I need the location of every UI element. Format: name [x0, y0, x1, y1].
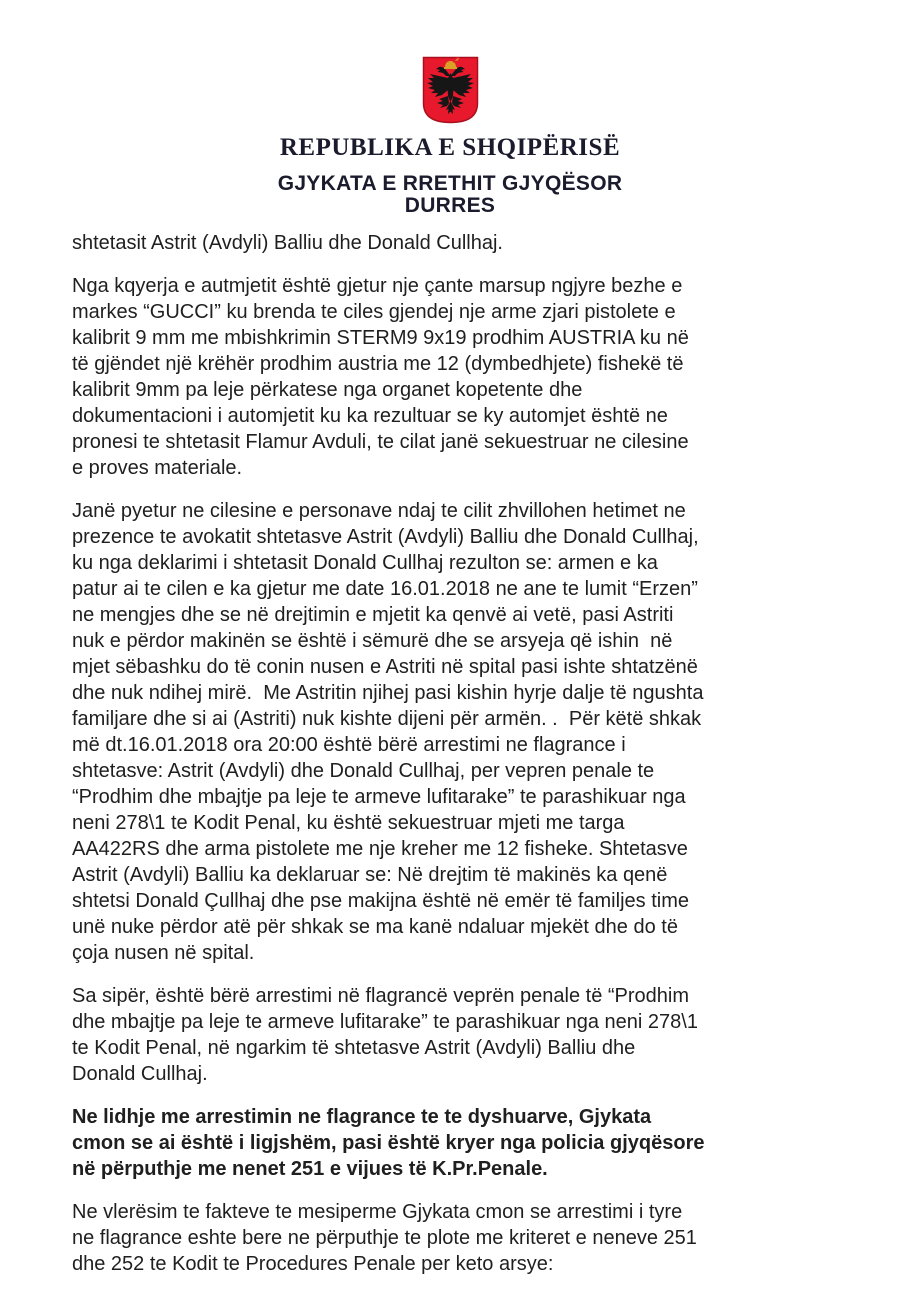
text-line: te Kodit Penal, në ngarkim të shtetasve Astrit (Avdyli) Balliu dhe	[72, 1037, 636, 1059]
text-line: nuk e përdor makinën se është i sëmurë dhe se arsyeja që ishin në	[72, 630, 673, 652]
text-line: e proves materiale.	[72, 457, 243, 479]
text-line: ku nga deklarimi i shtetasit Donald Cullhaj rezulton se: armen e ka	[72, 552, 658, 574]
text-line: familjare dhe si ai (Astriti) nuk kishte dijeni për armën. . Për këtë shkak	[72, 708, 702, 730]
text-line: “Prodhim dhe mbajtje pa leje te armeve lufitarake” te parashikuar nga	[72, 786, 686, 808]
text-line: dhe nuk ndihej mirë. Me Astritin njihej pasi kishin hyrje dalje të ngushta	[72, 682, 704, 704]
text-line: shtetsi Donald Çullhaj dhe pse makijna është në emër të familjes time	[72, 890, 689, 912]
court-name: GJYKATA E RRETHIT GJYQËSOR	[277, 172, 623, 195]
republic-title: REPUBLIKA E SHQIPËRISË	[279, 134, 621, 161]
text-line: Donald Cullhaj.	[72, 1063, 208, 1085]
text-line: Astrit (Avdyli) Balliu ka deklaruar se: Në drejtim të makinës ka qenë	[72, 864, 668, 886]
text-line: dhe 252 te Kodit te Procedures Penale per keto arsye:	[72, 1253, 554, 1275]
text-line: kalibrit 9mm pa leje përkatese nga organet kopetente dhe	[72, 379, 583, 401]
paragraph	[72, 230, 844, 256]
text-line: neni 278\1 te Kodit Penal, ku është sekuestruar mjeti me targa	[72, 812, 625, 834]
paragraph	[72, 1199, 844, 1277]
paragraph-bold	[72, 1104, 844, 1182]
text-line: patur ai te cilen e ka gjetur me date 16.01.2018 ne ane te lumit “Erzen”	[72, 578, 698, 600]
text-line: më dt.16.01.2018 ora 20:00 është bërë arrestimi ne flagrance i	[72, 734, 626, 756]
text-line: shtetasve: Astrit (Avdyli) dhe Donald Cullhaj, per vepren penale te	[72, 760, 655, 782]
text-line: mjet sëbashku do të conin nusen e Astriti në spital pasi ishte shtatzënë	[72, 656, 698, 678]
text-line: markes “GUCCI” ku brenda te ciles gjendej nje arme zjari pistolete e	[72, 301, 676, 323]
text-line: Sa sipër, është bërë arrestimi në flagrancë veprën penale të “Prodhim	[72, 985, 690, 1007]
court-title-block	[0, 173, 900, 217]
emblem-container	[0, 0, 900, 129]
text-line: dhe mbajtje pa leje te armeve lufitarake” te parashikuar nga neni 278\1	[72, 1011, 698, 1033]
text-line: unë nuke përdor atë për shkak se ma kanë ndaluar mjekët dhe do të	[72, 916, 678, 938]
text-line: Ne lidhje me arrestimin ne flagrance te te dyshuarve, Gjykata	[72, 1106, 652, 1128]
text-line: AA422RS dhe arma pistolete me nje kreher me 12 fisheke. Shtetasve	[72, 838, 688, 860]
court-city: DURRES	[404, 194, 496, 217]
text-line: Nga kqyerja e autmjetit është gjetur nje çante marsup ngjyre bezhe e	[72, 275, 683, 297]
paragraph	[72, 498, 844, 966]
text-line: në përputhje me nenet 251 e vijues të K.Pr.Penale.	[72, 1158, 548, 1180]
paragraph	[72, 983, 844, 1087]
text-line: cmon se ai është i ligjshëm, pasi është kryer nga policia gjyqësore	[72, 1132, 705, 1154]
text-line: dokumentacioni i automjetit ku ka rezultuar se ky automjet është ne	[72, 405, 668, 427]
text-line: Ne vlerësim te fakteve te mesiperme Gjykata cmon se arrestimi i tyre	[72, 1201, 683, 1223]
text-line: pronesi te shtetasit Flamur Avduli, te cilat janë sekuestruar ne cilesine	[72, 431, 689, 453]
document-body	[0, 230, 900, 1277]
text-line: ne mengjes dhe se në drejtimin e mjetit ka qenvë ai vetë, pasi Astriti	[72, 604, 674, 626]
text-line: prezence te avokatit shtetasve Astrit (Avdyli) Balliu dhe Donald Cullhaj,	[72, 526, 699, 548]
text-line: ne flagrance eshte bere ne përputhje te plote me kriteret e neneve 251	[72, 1227, 697, 1249]
text-line: shtetasit Astrit (Avdyli) Balliu dhe Donald Cullhaj.	[72, 232, 503, 254]
text-line: të gjëndet një krëhër prodhim austria me 12 (dymbedhjete) fishekë të	[72, 353, 684, 375]
paragraph	[72, 273, 844, 481]
text-line: Janë pyetur ne cilesine e personave ndaj te cilit zhvillohen hetimet ne	[72, 500, 686, 522]
text-line: çoja nusen në spital.	[72, 942, 255, 964]
text-line: kalibrit 9 mm me mbishkrimin STERM9 9x19 prodhim AUSTRIA ku në	[72, 327, 689, 349]
albania-coat-of-arms-icon	[422, 56, 479, 124]
